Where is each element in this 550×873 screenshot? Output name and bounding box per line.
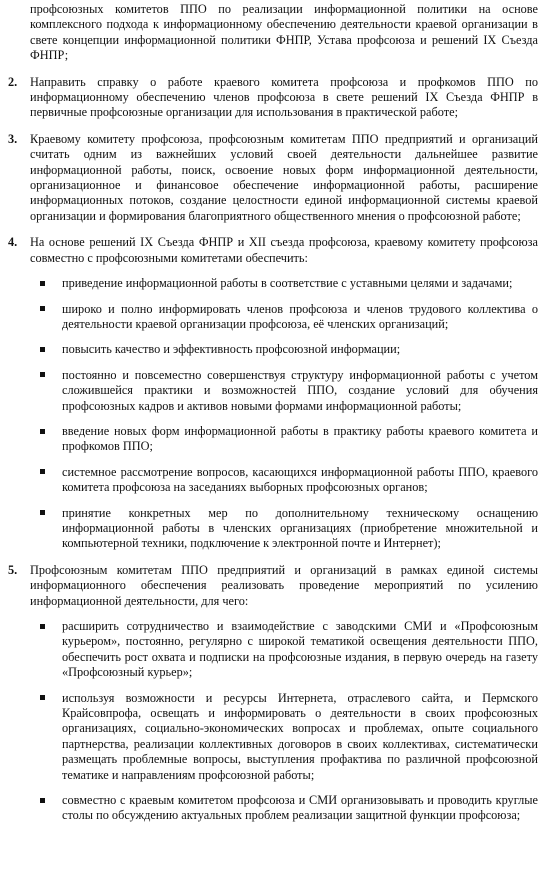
list-item-3: [8, 132, 538, 224]
bullet-text: постоянно и повсеместно совершенствуя структуру информационной работы с учетом сложившейся практики и возможностей ППО, создание условий для обучения профсоюзных кадров и активов новыми формами информационной работы;: [62, 367, 538, 413]
list-item: [30, 368, 538, 414]
list-item: [30, 619, 538, 681]
bullet-text: введение новых форм информационной работы в практику работы краевого комитета и профкомов ППО;: [62, 423, 538, 454]
bullet-list: [30, 276, 538, 552]
list-item: [30, 793, 538, 824]
item-body: [30, 563, 538, 824]
item-text: Направить справку о работе краевого комитета профсоюза и профкомов ППО по информационному обеспечению членов профсоюза в свете решений IX Съезда ФНПР в первичные профсоюзные организации для использования в практической работе;: [30, 74, 538, 120]
list-item: [30, 276, 538, 291]
bullet-text: расширить сотрудничество и взаимодействие с заводскими СМИ и «Профсоюзным курьером», постоянно, регулярно с широкой тематикой освещения деятельности ППО, обеспечить рост охвата и подписки на профсоюзные издания, в первую очередь на газету «Профсоюзный курьер»;: [62, 619, 538, 680]
list-item-5: [8, 563, 538, 824]
list-item: [30, 465, 538, 496]
square-bullet-icon: [30, 302, 62, 333]
list-item-2: [8, 75, 538, 121]
list-item-4: [8, 235, 538, 552]
list-item: [30, 691, 538, 783]
list-item: [30, 506, 538, 552]
bullet-text: используя возможности и ресурсы Интернета, отраслевого сайта, и Пермского Крайсовпрофа, освещать и информировать о деятельности в своих профсоюзных организациях, социально-экономических вопросах и проблемах, опыте социального партнерства, реализации коллективных договоров в своих коллективах, систематически размещать проблемные вопросы, выступления профактива по различной профсоюзной тематике и направлениям профсоюзной работы;: [62, 690, 538, 782]
item-number: 5.: [8, 562, 18, 577]
square-bullet-icon: [30, 691, 62, 783]
square-bullet-icon: [30, 793, 62, 824]
bullet-text: приведение информационной работы в соответствие с уставными целями и задачами;: [62, 276, 513, 291]
list-item: [30, 424, 538, 455]
item-number: 2.: [8, 74, 18, 89]
bullet-text: широко и полно информировать членов профсоюза и членов трудового коллектива о деятельности краевой организации профсоюза, её членских организаций;: [62, 301, 538, 331]
bullet-text: принятие конкретных мер по дополнительному техническому оснащению информационной работы в членских организациях (приобретение множительной и компьютерной техники, подключение к электронной почте и Интернет);: [62, 505, 538, 551]
square-bullet-icon: [30, 465, 62, 496]
item-body: [30, 132, 538, 224]
square-bullet-icon: [30, 619, 62, 681]
item-text: На основе решений IX Съезда ФНПР и XII съезда профсоюза, краевому комитету профсоюза совместно с профсоюзными комитетами обеспечить:: [30, 235, 538, 265]
square-bullet-icon: [30, 506, 62, 552]
square-bullet-icon: [30, 368, 62, 414]
item-number: 4.: [8, 235, 18, 250]
square-bullet-icon: [30, 342, 62, 357]
item-text: Краевому комитету профсоюза, профсоюзным комитетам ППО предприятий и организаций считать одним из важнейших условий своей деятельности дальнейшее развитие информационной работы, поиск, освоение новых форм информационной деятельности, организационное и финансовое обеспечение информационной работы, расширение информационных потоков, создание целостности единой информационной системы краевой организации и формирования благоприятного общественного мнения о профсоюзной работе;: [30, 131, 538, 223]
bullet-text: повысить качество и эффективность профсоюзной информации;: [62, 342, 401, 357]
bullet-text: системное рассмотрение вопросов, касающихся информационной работы ППО, краевого комитета профсоюза на заседаниях выборных профсоюзных органов;: [62, 464, 538, 495]
item-1-continuation: профсоюзных комитетов ППО по реализации информационной политики на основе комплексного подхода к информационному обеспечению деятельности краевой организации в свете концепции информационной политики ФНПР, Устава профсоюза и решений IX Съезда ФНПР;: [30, 2, 538, 63]
item-text: Профсоюзным комитетам ППО предприятий и организаций в рамках единой системы информационного обеспечения реализовать проведение мероприятий по усилению информационной деятельности, для чего:: [30, 562, 538, 608]
item-body: [30, 75, 538, 121]
bullet-list: [30, 619, 538, 824]
list-item: [30, 342, 538, 357]
bullet-text: совместно с краевым комитетом профсоюза и СМИ организовывать и проводить круглые столы по обсуждению актуальных проблем реализации защитной функции профсоюза;: [62, 793, 538, 823]
list-item: [30, 302, 538, 333]
item-number: 3.: [8, 131, 18, 146]
square-bullet-icon: [30, 276, 62, 291]
square-bullet-icon: [30, 424, 62, 455]
item-body: [30, 235, 538, 552]
